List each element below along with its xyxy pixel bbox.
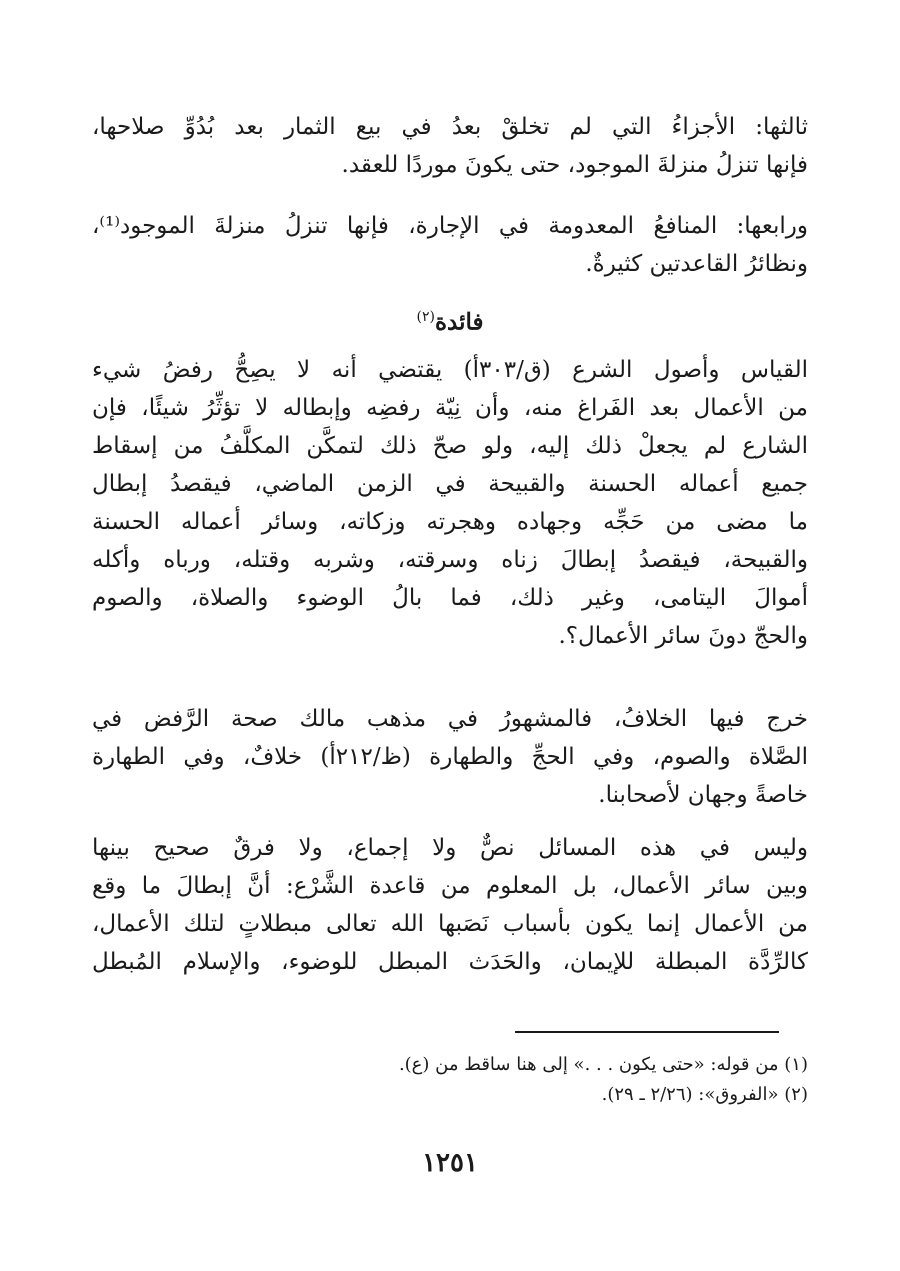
text-line: أموالَ اليتامى، وغير ذلك، فما بالُ الوضوء والصلاة، والصوم bbox=[92, 585, 808, 611]
footnotes bbox=[300, 1050, 808, 1110]
text-line: ورابعها: المنافعُ المعدومة في الإجارة، فإنها تنزلُ منزلةَ الموجود⁽¹⁾، bbox=[92, 213, 808, 239]
text-line: خاصةً وجهان لأصحابنا. bbox=[598, 782, 808, 808]
footnote-1: (١) من قوله: «حتى يكون . . .» إلى هنا ساقط من (ع). bbox=[398, 1054, 808, 1075]
text-line: ونظائرُ القاعدتين كثيرةٌ. bbox=[585, 251, 808, 277]
paragraph-dispute bbox=[92, 700, 808, 814]
paragraph-fourth-item bbox=[92, 207, 808, 283]
text-line: وبين سائر الأعمال، بل المعلوم من قاعدة الشَّرْع: أنَّ إبطالَ ما وقع bbox=[92, 873, 808, 899]
text-line: من الأعمال إنما يكون بأسباب نَصَبها الله تعالى مبطلاتٍ لتلك الأعمال، bbox=[92, 911, 808, 937]
text-line: القياس وأصول الشرع (ق/٣٠٣أ) يقتضي أنه لا يصِحُّ رفضُ شيء bbox=[92, 357, 808, 383]
text-line: فإنها تنزلُ منزلةَ الموجود، حتى يكونَ موردًا للعقد. bbox=[341, 152, 808, 178]
paragraph-third-item bbox=[92, 108, 808, 184]
text-line: ثالثها: الأجزاءُ التي لم تخلقْ بعدُ في بيع الثمار بعد بُدُوِّ صلاحها، bbox=[92, 114, 808, 140]
text-line: والحجّ دونَ سائر الأعمال؟. bbox=[558, 623, 808, 649]
text-line: الصَّلاة والصوم، وفي الحجِّ والطهارة (ظ/٢١٢أ) خلافٌ، وفي الطهارة bbox=[92, 744, 808, 770]
paragraph-main bbox=[92, 351, 808, 655]
text-line: والقبيحة، فيقصدُ إبطالَ زناه وسرقته، وشربه وقتله، ورباه وأكله bbox=[92, 547, 808, 573]
section-heading bbox=[0, 298, 900, 342]
text-line: خرج فيها الخلافُ، فالمشهورُ في مذهب مالك صحة الرَّفض في bbox=[92, 706, 808, 732]
heading-text: فائدة bbox=[434, 308, 484, 336]
heading-footnote-marker: (٢) bbox=[416, 309, 435, 325]
page-number: ١٢٥١ bbox=[422, 1148, 478, 1178]
text-line: ما مضى من حَجِّه وجهاده وهجرته وزكاته، وسائر أعماله الحسنة bbox=[92, 509, 808, 535]
text-line: من الأعمال بعد الفَراغ منه، وأن نِيّة رفضِه وإبطاله لا تؤثِّرُ شيئًا، فإن bbox=[92, 395, 808, 421]
footnote-separator bbox=[515, 1031, 779, 1033]
paragraph-rule bbox=[92, 829, 808, 981]
text-line: جميع أعماله الحسنة والقبيحة في الزمن الماضي، فيقصدُ إبطال bbox=[92, 471, 808, 497]
footnote-2: (٢) «الفروق»: (٢/٢٦ ـ ٢٩). bbox=[601, 1084, 808, 1105]
text-line: كالرِّدَّة المبطلة للإيمان، والحَدَث المبطل للوضوء، والإسلام المُبطل bbox=[92, 949, 808, 975]
text-line: الشارع لم يجعلْ ذلك إليه، ولو صحّ ذلك لتمكَّن المكلَّفُ من إسقاط bbox=[92, 433, 808, 459]
text-line: وليس في هذه المسائل نصٌّ ولا إجماع، ولا فرقٌ صحيح بينها bbox=[92, 835, 808, 861]
